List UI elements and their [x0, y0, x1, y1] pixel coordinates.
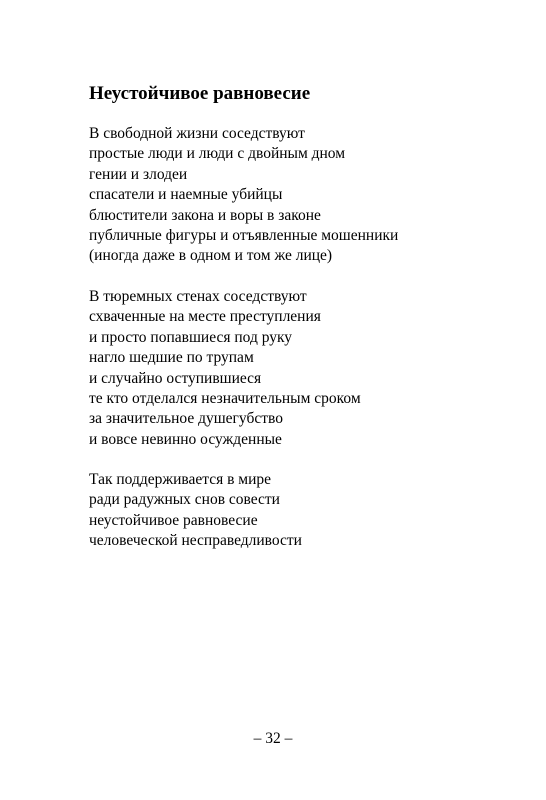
- poem-line: блюстители закона и воры в законе: [89, 206, 321, 224]
- poem-line: и случайно оступившиеся: [89, 369, 262, 387]
- poem-line: те кто отделался незначительным сроком: [89, 390, 361, 408]
- poem-line: спасатели и наемные убийцы: [89, 186, 283, 204]
- stanza-1: [89, 124, 398, 267]
- poem-line: простые люди и люди с двойным дном: [89, 145, 346, 163]
- stanza-2: [89, 287, 361, 450]
- poem-line: схваченные на месте преступления: [89, 308, 321, 326]
- poem-line: и вовсе невинно осужденные: [89, 430, 282, 448]
- poem-line: и просто попавшиеся под руку: [89, 328, 293, 346]
- poem-line: нагло шедшие по трупам: [89, 349, 254, 367]
- poem-line: гении и злодеи: [89, 165, 188, 183]
- poem-line: неустойчивое равновесие: [89, 511, 258, 529]
- poem-title: Неустойчивое равновесие: [89, 83, 311, 104]
- page-number: – 32 –: [253, 730, 293, 747]
- poem-line: В тюремных стенах соседствуют: [89, 288, 307, 305]
- poem-line: В свободной жизни соседствуют: [89, 125, 305, 142]
- poem-line: публичные фигуры и отъявленные мошенники: [89, 227, 399, 245]
- poem-line: Так поддерживается в мире: [89, 471, 272, 488]
- poem-line: (иногда даже в одном и том же лице): [89, 247, 333, 265]
- poem-line: человеческой несправедливости: [89, 532, 302, 550]
- poem-line: за значительное душегубство: [89, 410, 283, 428]
- poem-line: ради радужных снов совести: [89, 491, 280, 509]
- stanza-3: [89, 470, 302, 552]
